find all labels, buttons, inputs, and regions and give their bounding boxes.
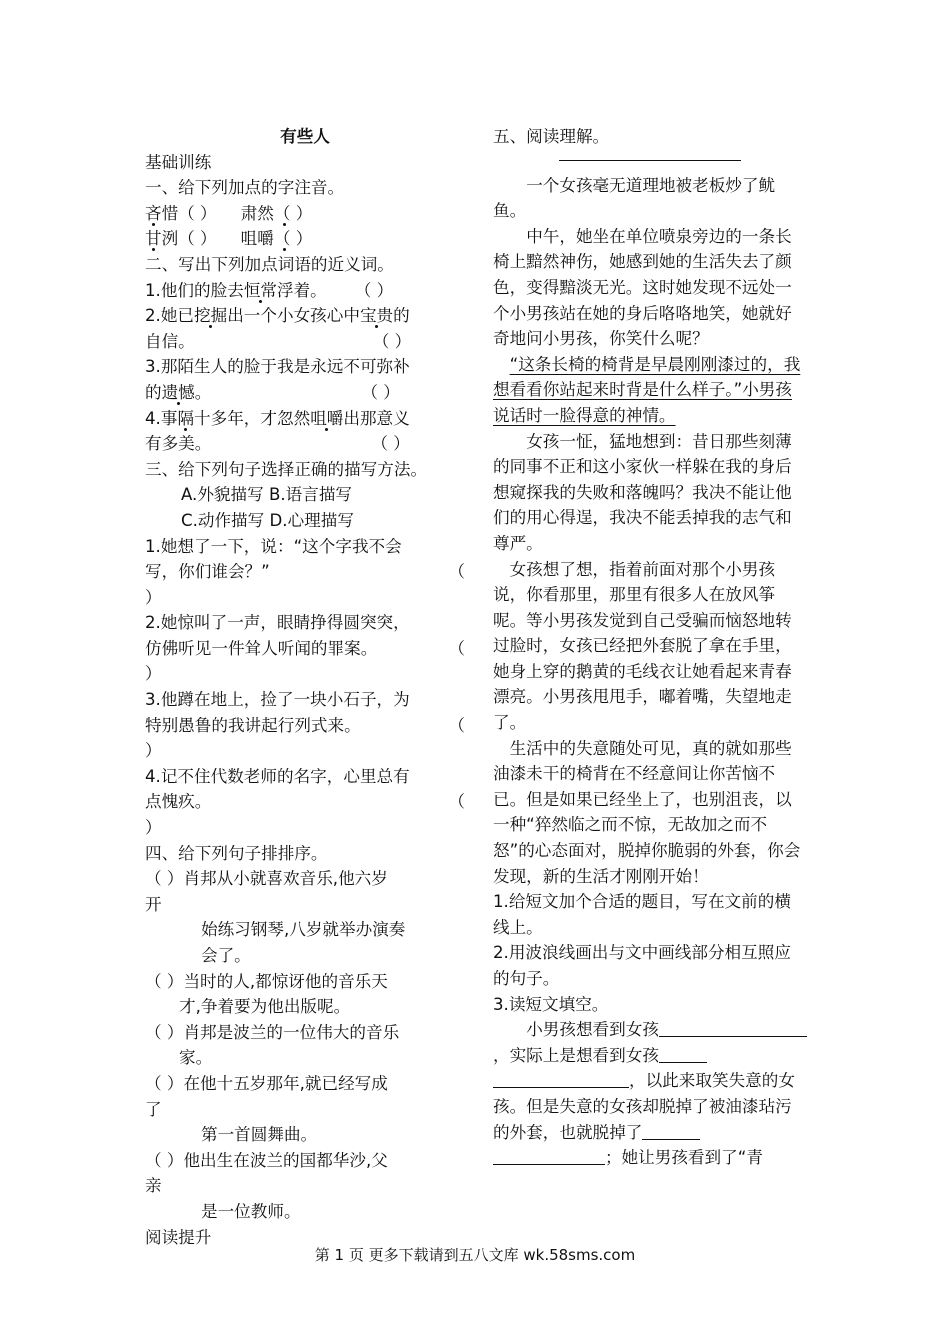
fill-blank[interactable]	[642, 1121, 700, 1140]
answer-paren: （ ）	[354, 280, 394, 300]
passage-paragraph-4: 女孩一怔，猛地想到：昔日那些刻薄的同事不正和这小家伙一样躲在我的身后想窥探我的失败和落魄吗？我决不能让他们的用心得逞，我决不能丢掉我的志气和尊严。	[493, 431, 792, 553]
phonetic-item: 惜（ ）	[161, 203, 217, 223]
q3-options-row-1: A.外貌描写 B.语言描写	[181, 485, 353, 505]
text-run: 1.他们的脸去	[145, 280, 244, 300]
q3-item-1-line-2	[145, 559, 465, 585]
q4-sentence-4-wrap: 了	[145, 1099, 162, 1119]
lesson-title: 有些人	[280, 127, 330, 146]
answer-paren: （	[448, 562, 465, 582]
q3-options-row-2: C.动作描写 D.心理描写	[181, 510, 354, 530]
task-2: 2.用波浪线画出与文中画线部分相互照应的句子。	[493, 943, 791, 988]
title-blank-line	[559, 160, 741, 161]
dotted-char: 嚼（ ）	[257, 229, 313, 249]
passage-paragraph-2: 中午，她坐在单位喷泉旁边的一条长椅上黯然神伤，她感到她的生活失去了颜色，变得黯淡无光。这时她发现不远处一个小男孩站在她的身后咯咯地笑，她就好奇地问小男孩，你笑什么呢？	[493, 226, 792, 349]
dotted-word: 遗憾	[161, 382, 195, 402]
q4-sentence-1: （ ）肖邦从小就喜欢音乐,他六岁	[145, 869, 388, 889]
answer-paren: （ ）	[361, 382, 400, 402]
q2-item-2-cont	[145, 329, 465, 355]
text-run: 点愧疚。	[145, 792, 212, 812]
q2-item-1	[145, 278, 465, 304]
text-run: ，实际上是想看到女孩	[493, 1045, 659, 1065]
dotted-word: 咀嚼	[310, 408, 344, 428]
text-run: 出那意义	[343, 408, 410, 428]
text-run: 2.她已	[145, 306, 195, 326]
dotted-word: 挖掘	[194, 306, 228, 326]
q1-row-1	[145, 201, 465, 227]
q4-sentence-1-cont-2: 会了。	[201, 946, 251, 965]
task-3: 3.读短文填空。	[493, 994, 609, 1014]
dotted-word: 恒常	[243, 280, 277, 300]
text-run: 自信。	[145, 331, 195, 351]
text-run: 浮着。	[277, 280, 327, 300]
answer-paren: （ ）	[372, 331, 412, 351]
passage-paragraph-1: 一个女孩毫无道理地被老板炒了鱿鱼。	[493, 175, 776, 221]
q4-sentence-5-cont: 是一位教师。	[201, 1201, 301, 1221]
fill-blank[interactable]	[493, 1146, 605, 1165]
q4-sentence-5: （ ）他出生在波兰的国都华沙,父	[145, 1150, 388, 1170]
underlined-sentence: “这条长椅的椅背是早晨刚刚漆过的，我想看看你站起来时背是什么样子。”小男孩说话时一脸得意的神情。	[493, 354, 801, 425]
q3-item-2-line-2	[145, 636, 465, 662]
q4-sentence-4-cont: 第一首圆舞曲。	[201, 1125, 318, 1145]
q3-item-4-line-1: 4.记不住代数老师的名字，心里总有	[145, 766, 410, 786]
text-run: 4.事	[145, 408, 178, 428]
text-run: 。	[194, 382, 212, 402]
q4-heading: 四、给下列句子排排序。	[145, 843, 328, 863]
q3-item-4-line-3: ）	[145, 818, 162, 838]
q2-item-4-cont	[145, 431, 465, 457]
fill-blank[interactable]	[493, 1069, 629, 1088]
q2-item-2	[145, 303, 465, 329]
fill-blank[interactable]	[659, 1018, 741, 1037]
text-run: 仿佛听见一件耸人听闻的罪案。	[145, 638, 378, 658]
text-run: 小男孩想看到女孩	[526, 1020, 659, 1040]
q4-sentence-3: （ ）肖邦是波兰的一位伟大的音乐	[145, 1022, 400, 1042]
q3-heading: 三、给下列句子选择正确的描写方法。	[145, 459, 428, 479]
phonetic-item: 肃	[240, 203, 258, 223]
dotted-char: 甘	[145, 229, 162, 249]
q4-sentence-5-wrap: 亲	[145, 1176, 162, 1196]
text-run: 的	[393, 306, 410, 326]
phonetic-item: 咀	[240, 229, 258, 249]
section-basic-training: 基础训练	[145, 152, 212, 172]
q3-item-2-line-3: ）	[145, 664, 162, 684]
q2-heading: 二、写出下列加点词语的近义词。	[145, 254, 394, 274]
passage-paragraph-6: 生活中的失意随处可见，真的就如那些油漆未干的椅背在不经意间让你苦恼不已。但是如果已经坐上了，也别沮丧，以一种“猝然临之而不惊，无故加之而不怒”的心态面对，脱掉你脆弱的外套，你会发现，新的生活才刚刚开始！	[493, 738, 801, 886]
text-run: ，以此来取笑失意的女孩。但是失意的女孩却脱掉了被油漆玷污的外套，也就脱掉了	[493, 1071, 795, 1142]
q1-row-2	[145, 226, 465, 252]
phonetic-item: 洌（ ）	[161, 229, 217, 249]
q3-item-3-line-2	[145, 713, 465, 739]
fill-in-paragraph	[493, 1017, 807, 1171]
text-run: 特别愚鲁的我讲起行列式来。	[145, 715, 361, 735]
text-run: ；她让男孩看到了“青	[605, 1148, 763, 1168]
q3-item-1-line-1: 1.她想了一下，说：“这个字我不会	[145, 536, 402, 556]
text-run: 写，你们谁会？”	[145, 562, 270, 582]
section-advance: 阅读提升	[145, 1227, 212, 1247]
passage-paragraph-3	[493, 352, 807, 429]
page-footer: 第 1 页 更多下载请到五八文库 wk.58sms.com	[314, 1246, 636, 1264]
answer-paren: （	[448, 715, 465, 735]
text-run: 十多年，才忽然	[194, 408, 311, 428]
q2-item-3: 3.那陌生人的脸于我是永远不可弥补	[145, 357, 410, 377]
task-1: 1.给短文加个合适的题目，写在文前的横线上。	[493, 892, 791, 937]
dotted-char: 隔	[177, 408, 195, 428]
answer-paren: （ ）	[371, 434, 410, 454]
fill-blank[interactable]	[741, 1018, 807, 1037]
left-column	[145, 124, 465, 1250]
dotted-char: 吝	[145, 203, 162, 223]
text-run: 有多美。	[145, 434, 212, 454]
text-run: 的	[145, 382, 162, 402]
q4-sentence-4: （ ）在他十五岁那年,就已经写成	[145, 1073, 388, 1093]
q2-item-4	[145, 406, 465, 432]
q4-sentence-2: （ ）当时的人,都惊讶他的音乐天	[145, 971, 388, 991]
fill-blank[interactable]	[659, 1044, 707, 1063]
q3-item-1-line-3: ）	[145, 587, 162, 607]
answer-paren: （	[448, 638, 465, 658]
q1-heading: 一、给下列加点的字注音。	[145, 178, 345, 198]
dotted-char: 然（ ）	[257, 203, 313, 223]
q4-sentence-3-cont: 家。	[179, 1048, 213, 1068]
passage-paragraph-5: 女孩想了想，指着前面对那个小男孩说，你看那里，那里有很多人在放风筝呢。等小男孩发觉到自己受骗而恼怒地转过脸时，女孩已经把外套脱了拿在手里，她身上穿的鹅黄的毛线衣让她看起来青春漂亮。小男孩甩甩手，嘟着嘴，失望地走了。	[493, 559, 792, 733]
q3-item-3-line-1: 3.他蹲在地上，捡了一块小石子，为	[145, 690, 410, 710]
q3-item-3-line-3: ）	[145, 741, 162, 761]
dotted-word: 宝贵	[359, 306, 394, 326]
q5-heading: 五、阅读理解。	[493, 127, 610, 146]
q4-sentence-1-cont: 始练习钢琴,八岁就举办演奏	[201, 920, 406, 940]
q4-sentence-2-cont: 才,争着要为他出版呢。	[179, 997, 351, 1017]
text-run: 出一个小女孩心中	[227, 306, 360, 326]
q3-item-2-line-1: 2.她惊叫了一声，眼睛挣得圆突突，	[145, 613, 410, 633]
q2-item-3-cont	[145, 380, 465, 406]
q3-item-4-line-2	[145, 789, 465, 815]
answer-paren: （	[448, 792, 465, 812]
q4-sentence-1-wrap: 开	[145, 894, 162, 914]
right-column	[493, 124, 807, 1171]
